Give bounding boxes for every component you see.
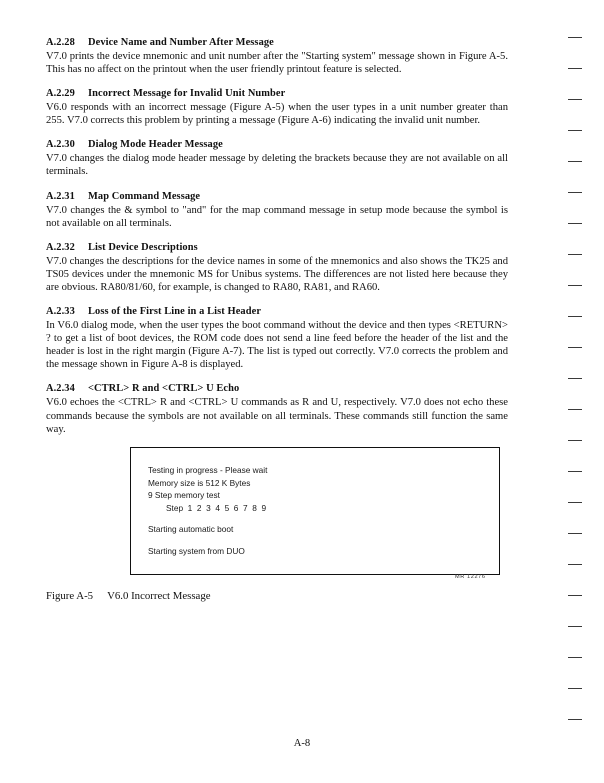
terminal-line: Testing in progress - Please wait	[148, 465, 268, 475]
section-body: V6.0 echoes the <CTRL> R and <CTRL> U commands as R and U, respectively. V7.0 does not echo these commands because the symbols are not available on all terminals. These commands still function the same way.	[46, 397, 508, 435]
section-number: A.2.32	[46, 241, 75, 253]
section-title: Incorrect Message for Invalid Unit Number	[88, 88, 286, 100]
section-body: In V6.0 dialog mode, when the user types the boot command without the device and then types <RETURN> ? to get a list of boot devices, the ROM code does not send a line feed before the header of the list and the header is lost in the right margin (Figure A-7). The list is typed out correctly. V7.0 corrects the problem and the message shown in Figure A-8 is displayed.	[46, 320, 508, 371]
section-heading	[46, 305, 508, 318]
terminal-blank-line	[148, 514, 267, 523]
section-body: V7.0 changes the dialog mode header message by deleting the brackets because they are not available on all terminals.	[46, 153, 508, 178]
section-a228	[46, 36, 508, 76]
section-title: Dialog Mode Header Message	[88, 139, 223, 151]
section-heading	[46, 241, 508, 254]
section-number: A.2.33	[46, 306, 75, 318]
section-number: A.2.30	[46, 139, 75, 151]
figure-reference-code: MR 12276	[455, 574, 486, 580]
section-title: Device Name and Number After Message	[88, 37, 274, 48]
terminal-line: Memory size is 512 K Bytes	[148, 477, 251, 488]
section-a233	[46, 305, 508, 371]
terminal-line: Starting system from DUO	[148, 545, 245, 556]
section-title: Map Command Message	[88, 190, 201, 202]
figure-caption	[46, 590, 211, 602]
section-number: A.2.31	[46, 190, 75, 202]
figure-label: Figure A-5	[46, 590, 94, 602]
section-heading	[46, 190, 508, 203]
section-body: V7.0 prints the device mnemonic and unit number after the "Starting system" message shown in Figure A-5. This has no affect on the printout when the user friendly printout feature is selected.	[46, 51, 508, 76]
section-heading	[46, 138, 508, 151]
terminal-line: Step 1 2 3 4 5 6 7 8 9	[166, 502, 267, 513]
section-heading	[46, 36, 508, 49]
section-title: Loss of the First Line in a List Header	[88, 306, 262, 318]
section-number: A.2.34	[46, 383, 75, 395]
terminal-line: Starting automatic boot	[148, 524, 234, 535]
section-a232	[46, 241, 508, 294]
section-body: V7.0 changes the descriptions for the device names in some of the mnemonics and also shows the TK25 and TS05 devices under the mnemonic MS for Unibus systems. The differences are not listed here because they are obvious. RA80/81/60, for example, is changed to RA80, RA81, and RA60.	[46, 255, 508, 293]
section-heading	[46, 382, 508, 395]
section-title: <CTRL> R and <CTRL> U Echo	[88, 383, 240, 395]
section-title: List Device Descriptions	[88, 241, 198, 253]
section-number: A.2.29	[46, 88, 75, 100]
section-a229	[46, 87, 508, 127]
terminal-line: 9 Step memory test	[148, 490, 220, 501]
figure-terminal-box	[130, 447, 500, 575]
section-a234	[46, 382, 508, 435]
section-body: V7.0 changes the & symbol to "and" for the map command message in setup mode because the symbol is not available on all terminals.	[46, 204, 508, 229]
figure-caption-text: V6.0 Incorrect Message	[107, 590, 211, 602]
terminal-blank-line	[148, 536, 267, 545]
document-body	[46, 36, 508, 447]
section-number: A.2.28	[46, 37, 75, 48]
section-body: V6.0 responds with an incorrect message (Figure A-5) when the user types in a unit number greater than 255. V7.0 corrects this problem by printing a message (Figure A-6) indicating the invalid unit number.	[46, 102, 508, 127]
section-a231	[46, 190, 508, 230]
page-number: A-8	[293, 738, 311, 749]
section-heading	[46, 87, 508, 100]
terminal-output	[148, 464, 267, 558]
section-a230	[46, 138, 508, 178]
margin-tick-marks	[558, 0, 582, 783]
